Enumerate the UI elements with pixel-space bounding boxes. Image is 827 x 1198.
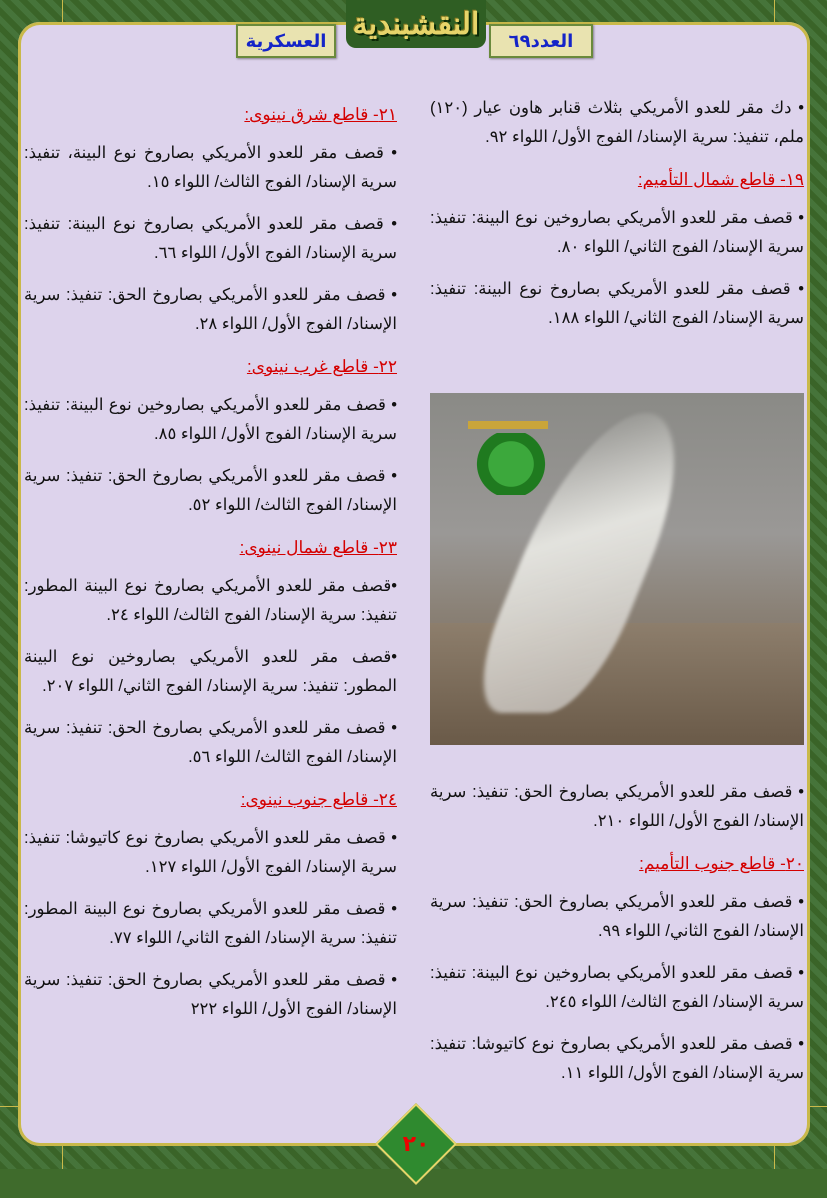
page-number: ٢٠	[402, 1131, 430, 1157]
report-item: • قصف مقر للعدو الأمريكي بصاروخين نوع البينة: تنفيذ: سرية الإسناد/ الفوج الثالث/ اللواء ٢٤٥.	[430, 964, 804, 1011]
issue-number-tag: العدد٦٩	[489, 24, 593, 58]
section-heading: ٢٣- قاطع شمال نينوى:	[239, 538, 397, 557]
right-column-lower	[430, 778, 804, 1101]
report-item: • قصف مقر للعدو الأمريكي بصاروخ نوع البينة: تنفيذ: سرية الإسناد/ الفوج الثاني/ اللواء ١٨٨.	[430, 280, 804, 327]
report-item: • قصف مقر للعدو الأمريكي بصاروخ الحق: تنفيذ: سرية الإسناد/ الفوج الثالث/ اللواء ٥٦.	[24, 719, 397, 766]
section-heading: ٢٠- قاطع جنوب التأميم:	[639, 854, 804, 873]
report-item: • قصف مقر للعدو الأمريكي بصاروخ الحق: تنفيذ: سرية الإسناد/ الفوج الأول/ اللواء ٢٢٢	[24, 971, 397, 1018]
report-item: • قصف مقر للعدو الأمريكي بصاروخ نوع كاتيوشا: تنفيذ: سرية الإسناد/ الفوج الأول/ اللواء ١٢٧.	[24, 829, 397, 876]
report-item: • قصف مقر للعدو الأمريكي بصاروخ الحق: تنفيذ: سرية الإسناد/ الفوج الثالث/ اللواء ٥٢.	[24, 467, 397, 514]
left-column	[24, 94, 397, 1037]
report-item: •قصف مقر للعدو الأمريكي بصاروخ نوع البينة المطور: تنفيذ: سرية الإسناد/ الفوج الثالث/ اللواء ٢٤.	[24, 577, 397, 624]
report-item: • قصف مقر للعدو الأمريكي بصاروخين نوع البينة: تنفيذ: سرية الإسناد/ الفوج الأول/ اللواء ٨٥.	[24, 396, 397, 443]
photo-watermark-banner	[468, 421, 548, 429]
report-item: • قصف مقر للعدو الأمريكي بصاروخ نوع البينة: تنفيذ: سرية الإسناد/ الفوج الأول/ اللواء ٦٦.	[24, 215, 397, 262]
report-item: • قصف مقر للعدو الأمريكي بصاروخين نوع البينة: تنفيذ: سرية الإسناد/ الفوج الثاني/ اللواء ٨٠.	[430, 209, 804, 256]
section-tag: العسكرية	[236, 24, 336, 58]
photo-emblem-icon	[464, 433, 558, 495]
rocket-launch-photo	[430, 393, 804, 745]
section-heading: ٢١- قاطع شرق نينوى:	[244, 105, 397, 124]
report-item: •قصف مقر للعدو الأمريكي بصاروخين نوع البينة المطور: تنفيذ: سرية الإسناد/ الفوج الثاني/ اللواء ٢٠٧.	[24, 648, 397, 695]
report-item: • قصف مقر للعدو الأمريكي بصاروخ نوع البينة، تنفيذ: سرية الإسناد/ الفوج الثالث/ اللواء ١٥.	[24, 144, 397, 191]
section-heading: ٢٢- قاطع غرب نينوى:	[246, 357, 397, 376]
report-item: • دك مقر للعدو الأمريكي بثلاث قنابر هاون عيار (١٢٠) ملم، تنفيذ: سرية الإسناد/ الفوج الأول/ اللواء ٩٢.	[430, 99, 804, 146]
report-item: • قصف مقر للعدو الأمريكي بصاروخ نوع البينة المطور: تنفيذ: سرية الإسناد/ الفوج الثاني/ اللواء ٧٧.	[24, 900, 397, 947]
section-heading: ٢٤- قاطع جنوب نينوى:	[240, 790, 397, 809]
report-item: • قصف مقر للعدو الأمريكي بصاروخ نوع كاتيوشا: تنفيذ: سرية الإسناد/ الفوج الأول/ اللواء ١١.	[430, 1035, 804, 1082]
report-item: • قصف مقر للعدو الأمريكي بصاروخ الحق: تنفيذ: سرية الإسناد/ الفوج الثاني/ اللواء ٩٩.	[430, 893, 804, 940]
magazine-logo: النقشبندية	[346, 0, 486, 48]
right-column	[430, 94, 804, 346]
report-item: • قصف مقر للعدو الأمريكي بصاروخ الحق: تنفيذ: سرية الإسناد/ الفوج الأول/ اللواء ٢٨.	[24, 286, 397, 333]
section-heading: ١٩- قاطع شمال التأميم:	[637, 170, 804, 189]
report-item: • قصف مقر للعدو الأمريكي بصاروخ الحق: تنفيذ: سرية الإسناد/ الفوج الأول/ اللواء ٢١٠.	[430, 783, 804, 830]
